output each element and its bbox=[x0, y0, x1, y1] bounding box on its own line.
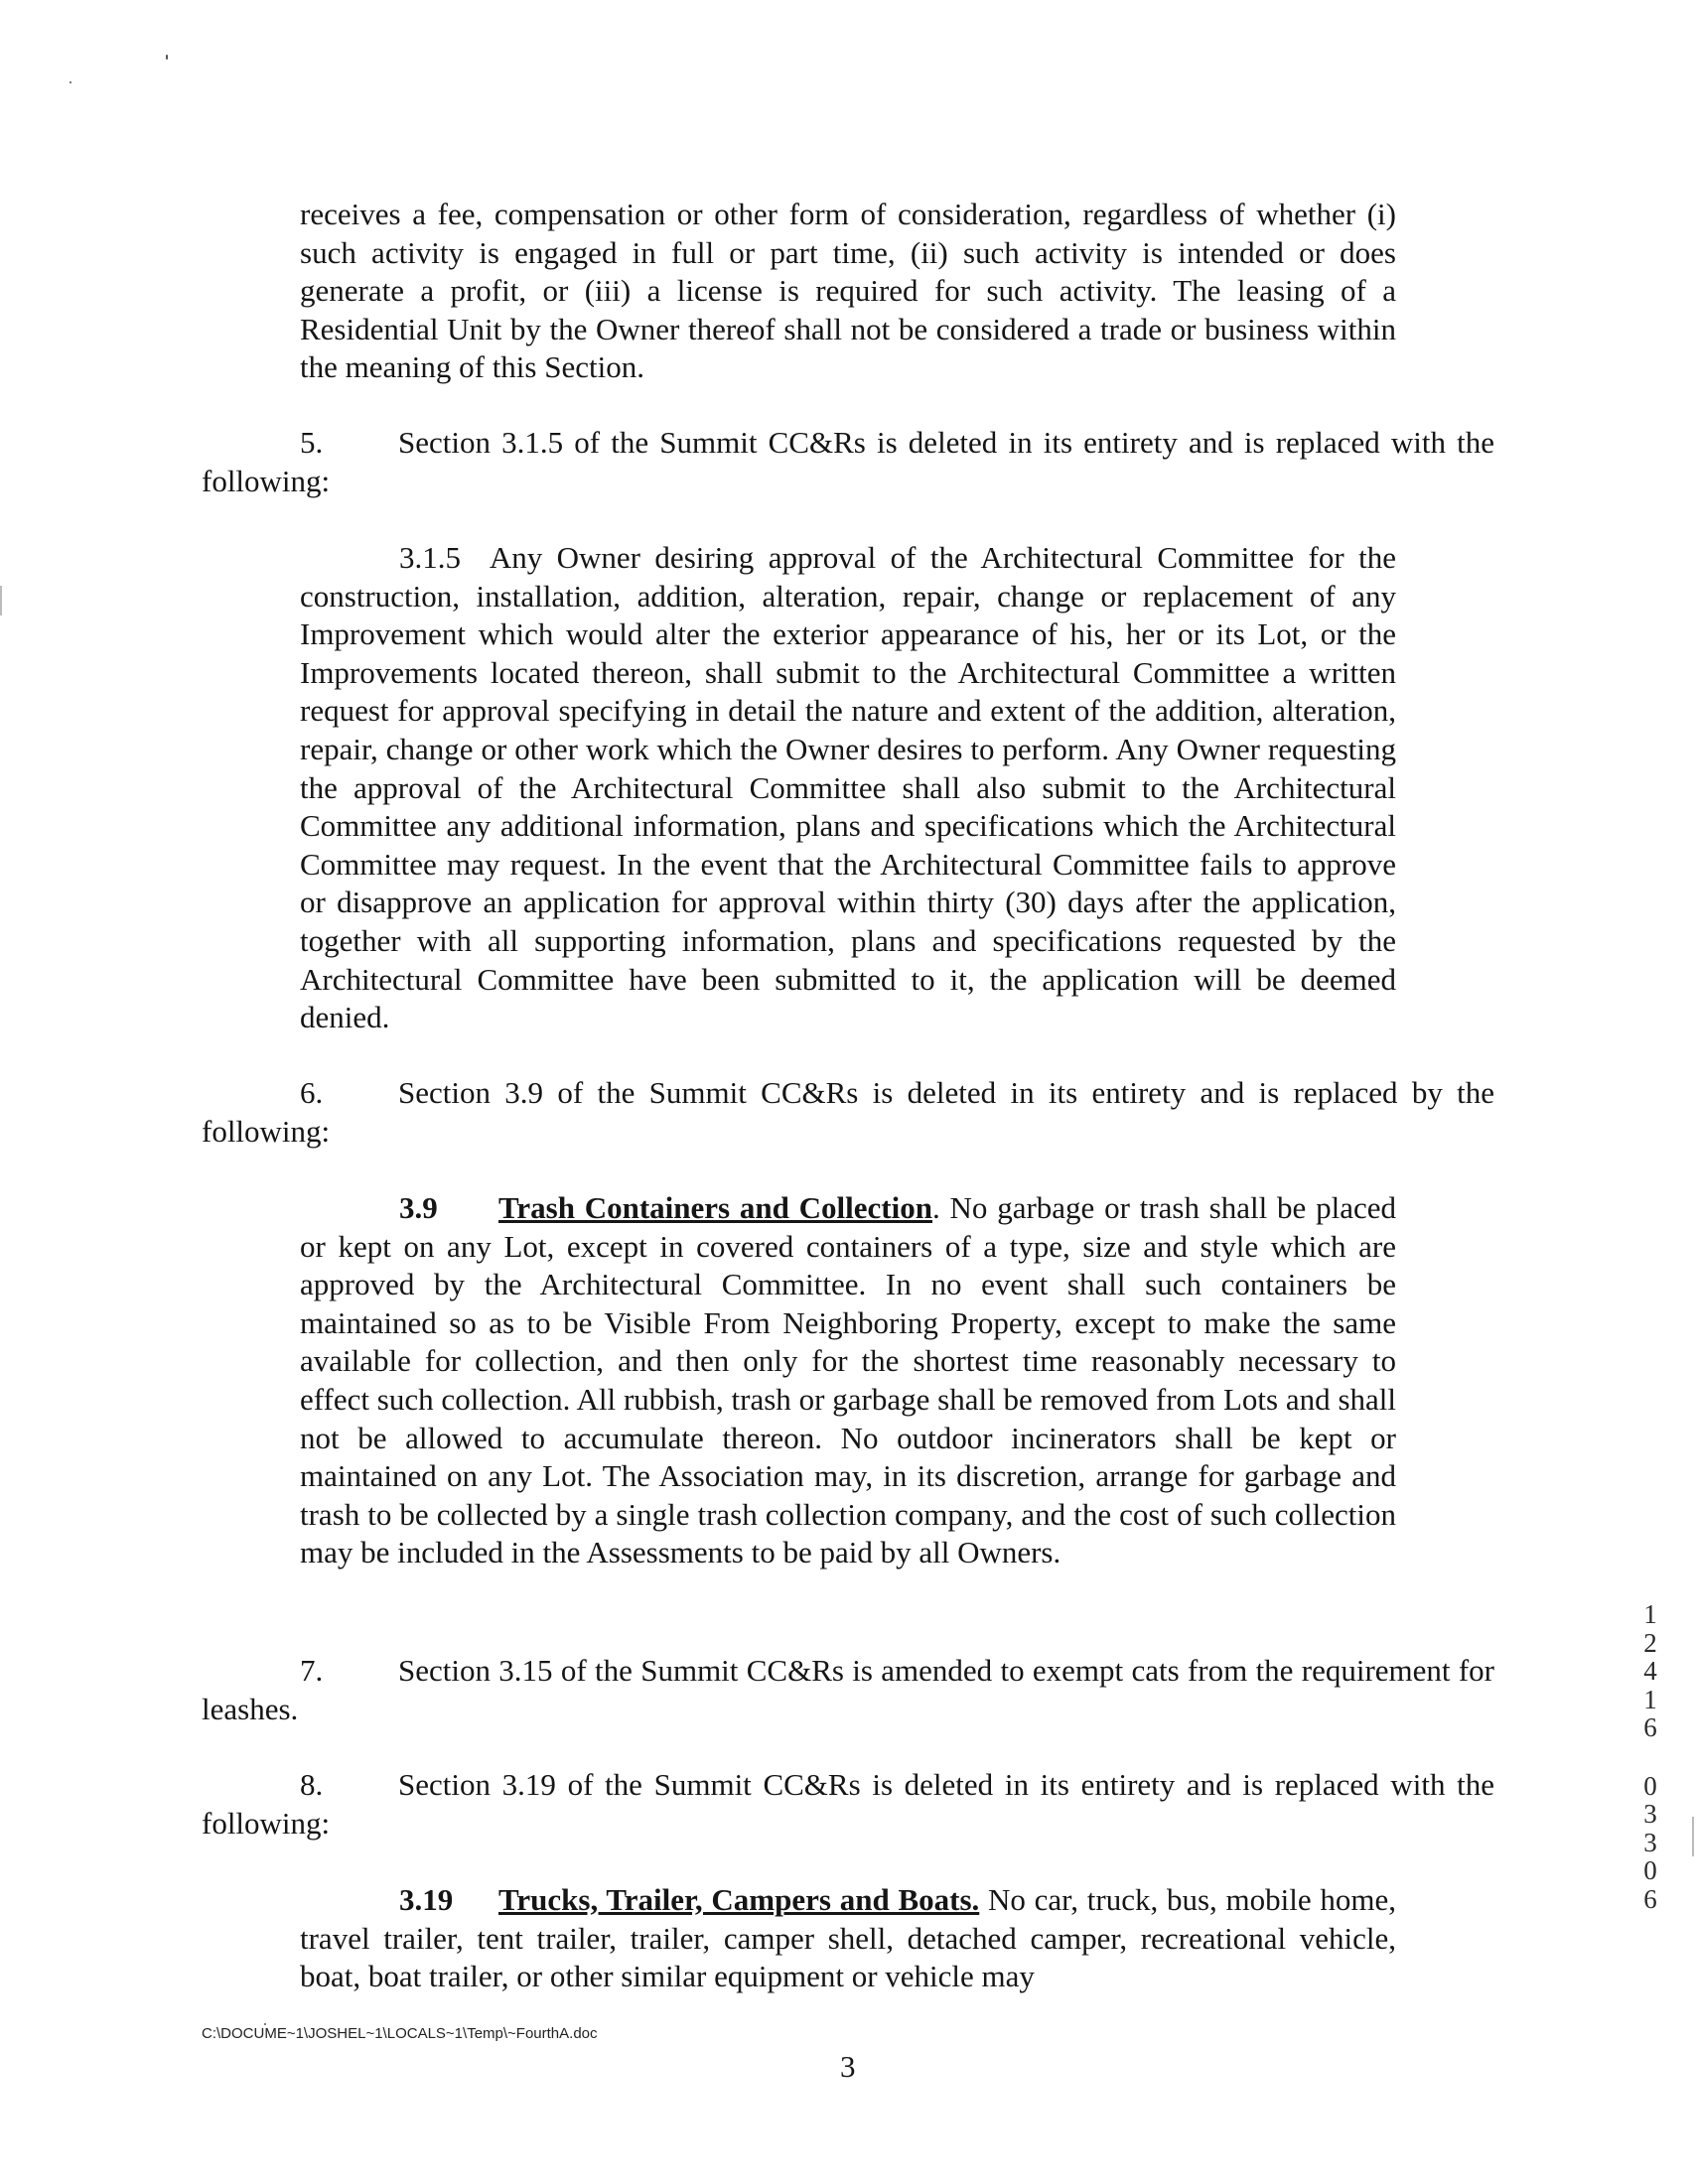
scan-edge-right bbox=[1692, 1817, 1694, 1856]
section-3-19-text bbox=[300, 1881, 1396, 1996]
scan-speck bbox=[166, 55, 168, 60]
item-number: 8. bbox=[300, 1767, 324, 1802]
item-number: 7. bbox=[300, 1653, 324, 1688]
margin-stamp-number bbox=[1635, 1600, 1665, 1913]
stamp-digit: 1 bbox=[1643, 1684, 1657, 1714]
item-text: Section 3.1.5 of the Summit CC&Rs is deleted in its entirety and is replaced with the following: bbox=[202, 425, 1494, 498]
section-number: 3.9 bbox=[399, 1190, 438, 1225]
item-text: Section 3.9 of the Summit CC&Rs is deleted in its entirety and is replaced by the following: bbox=[202, 1075, 1494, 1149]
item-text: Section 3.19 of the Summit CC&Rs is deleted in its entirety and is replaced with the following: bbox=[202, 1767, 1494, 1841]
section-number: 3.1.5 bbox=[399, 540, 461, 575]
stamp-digit: 1 bbox=[1643, 1599, 1657, 1629]
scan-speck bbox=[70, 81, 71, 83]
stamp-digit: 6 bbox=[1643, 1883, 1657, 1914]
amendment-item-6 bbox=[202, 1074, 1494, 1151]
amendment-item-5 bbox=[202, 424, 1494, 500]
section-body: . No garbage or trash shall be placed or kept on any Lot, except in covered containers of a type, size and style which are approved by the Architectural Committee. In no event shall such containers be maintained so as to be Visible From Neighboring Property, except to make the same available for collection, and then only for the shortest time reasonably necessary to effect such collection. All rubbish, trash or garbage shall be removed from Lots and shall not be allowed to accumulate thereon. No outdoor incinerators shall be kept or maintained on any Lot. The Association may, in its discretion, arrange for garbage and trash to be collected by a single trash collection company, and the cost of such collection may be included in the Assessments to be paid by all Owners. bbox=[300, 1190, 1396, 1570]
scan-edge-left bbox=[0, 586, 2, 615]
stamp-digit: 0 bbox=[1643, 1855, 1657, 1885]
stamp-digit: 3 bbox=[1643, 1827, 1657, 1857]
section-title: Trucks, Trailer, Campers and Boats. bbox=[498, 1882, 980, 1917]
section-number: 3.19 bbox=[399, 1882, 454, 1917]
amendment-item-8 bbox=[202, 1766, 1494, 1843]
stamp-digit: 0 bbox=[1643, 1770, 1657, 1801]
section-body: No car, truck, bus, mobile home, travel trailer, tent trailer, trailer, camper shell, detached camper, recreational vehicle, boat, boat trailer, or other similar equipment or vehicle may bbox=[300, 1882, 1397, 1994]
item-text: Section 3.15 of the Summit CC&Rs is amended to exempt cats from the requirement for leashes. bbox=[202, 1653, 1494, 1726]
section-title: Trash Containers and Collection bbox=[498, 1190, 932, 1225]
stamp-digit: 2 bbox=[1643, 1627, 1657, 1658]
item-number: 5. bbox=[300, 425, 324, 460]
stamp-digit: 3 bbox=[1643, 1799, 1657, 1829]
stamp-digit: 6 bbox=[1643, 1712, 1657, 1742]
footer-file-path: C:\DOCUME~1\JOSHEL~1\LOCALS~1\Temp\~FourthA.doc bbox=[202, 2025, 598, 2042]
page-number: 3 bbox=[840, 2049, 856, 2084]
continuation-paragraph: receives a fee, compensation or other form of consideration, regardless of whether (i) such activity is engaged in full or part time, (ii) such activity is intended or does generate a profit, or (iii) a license is required for such activity. The leasing of a Residential Unit by the Owner thereof shall not be considered a trade or business within the meaning of this Section. bbox=[300, 197, 1396, 385]
section-3-9-text bbox=[300, 1189, 1396, 1572]
stamp-digit: 4 bbox=[1643, 1656, 1657, 1686]
item-number: 6. bbox=[300, 1075, 324, 1110]
amendment-item-7 bbox=[202, 1652, 1494, 1728]
section-3-1-5-text bbox=[300, 539, 1396, 1037]
stamp-gap bbox=[1635, 1742, 1665, 1772]
section-body: Any Owner desiring approval of the Architectural Committee for the construction, installation, addition, alteration, repair, change or replacement of any Improvement which would alter the exterior appearance of his, her or its Lot, or the Improvements located thereon, shall submit to the Architectural Committee a written request for approval specifying in detail the nature and extent of the addition, alteration, repair, change or other work which the Owner desires to perform. Any Owner requesting the approval of the Architectural Committee shall also submit to the Architectural Committee any additional information, plans and specifications which the Architectural Committee may request. In the event that the Architectural Committee fails to approve or disapprove an application for approval within thirty (30) days after the application, together with all supporting information, plans and specifications requested by the Architectural Committee have been submitted to it, the application will be deemed denied. bbox=[300, 540, 1396, 1035]
